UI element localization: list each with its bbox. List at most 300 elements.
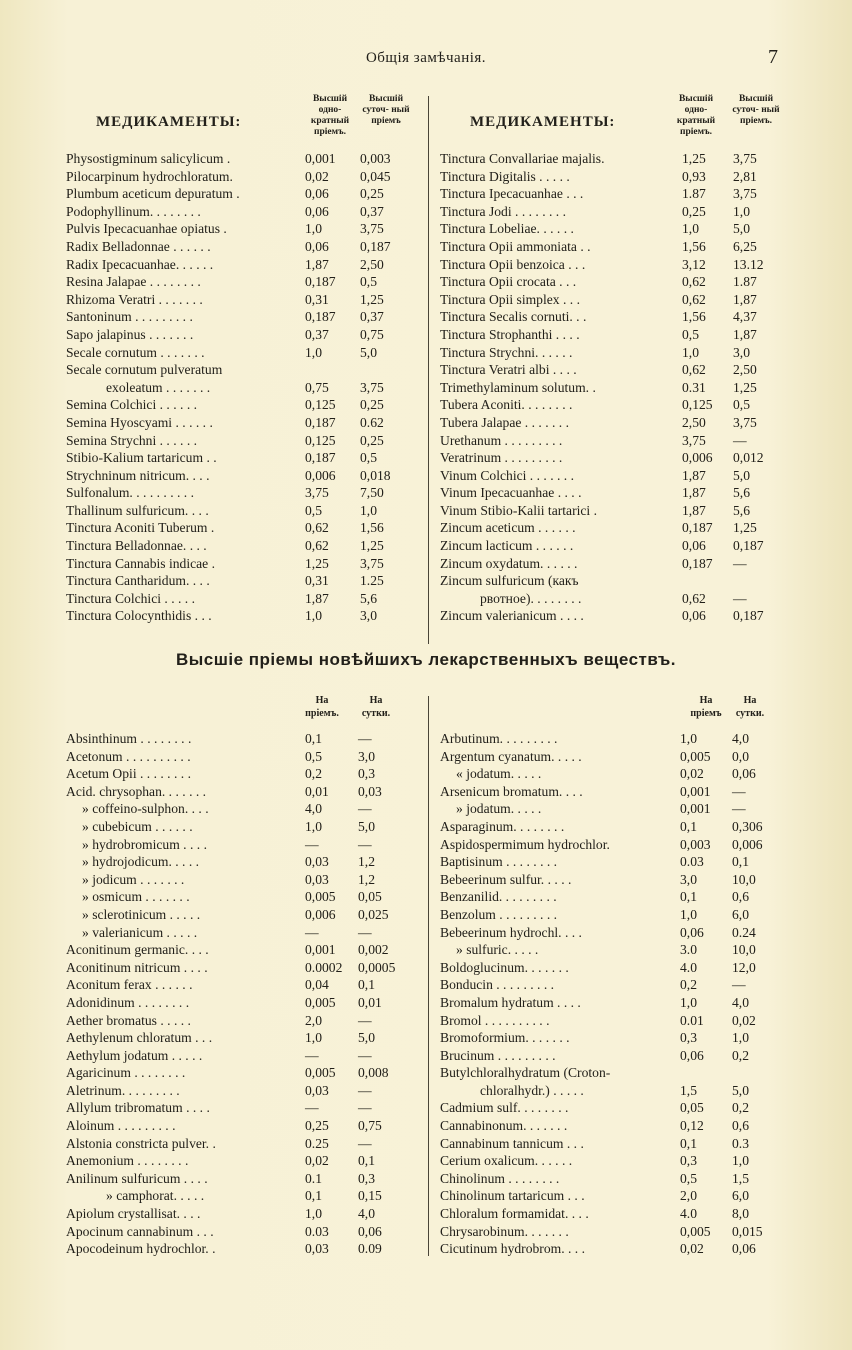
single-dose-value: 1,56 (682, 309, 706, 325)
drug-name: Aspidospermimum hydrochlor. (440, 836, 610, 852)
table-row (440, 941, 790, 959)
drug-name: » sclerotinicum . . . . . (82, 906, 201, 922)
drug-name: Zincum aceticum . . . . . . (440, 520, 576, 536)
daily-dose-value: 10,0 (732, 942, 756, 958)
daily-dose-value: 3,75 (733, 186, 757, 202)
drug-name: Radix Belladonnae . . . . . . (66, 238, 211, 254)
table-row (440, 765, 790, 783)
table-row (66, 765, 422, 783)
table-row (440, 308, 790, 326)
daily-dose-value: 0,1 (358, 977, 375, 993)
daily-dose-value: — (733, 590, 747, 606)
table-row (440, 818, 790, 836)
table-row (66, 1240, 422, 1258)
drug-name: Tinctura Belladonnae. . . . (66, 538, 207, 554)
single-dose-value: 0,005 (305, 889, 336, 905)
drug-name: Agaricinum . . . . . . . . (66, 1065, 186, 1081)
daily-dose-value: 0.62 (360, 414, 384, 430)
drug-name: Semina Strychni . . . . . . (66, 432, 198, 448)
single-dose-value: 0,62 (682, 590, 706, 606)
table-row (66, 730, 422, 748)
drug-name: Aletrinum. . . . . . . . . (66, 1082, 180, 1098)
table-header (440, 94, 790, 150)
drug-name: Tinctura Colchici . . . . . (66, 590, 196, 606)
table-label: МЕДИКАМЕНТЫ: (470, 114, 616, 130)
daily-dose-value: 1,0 (360, 502, 377, 518)
daily-dose-value: 0,018 (360, 467, 391, 483)
single-dose-value: 0,125 (305, 432, 336, 448)
single-dose-value: 0,001 (680, 801, 711, 817)
single-dose-value: 0,005 (305, 994, 336, 1010)
table-row (440, 1029, 790, 1047)
single-dose-value: 1,87 (682, 485, 706, 501)
daily-dose-value: 0,003 (360, 151, 391, 166)
drug-name: Aconitinum nitricum . . . . (66, 959, 208, 975)
single-dose-value: 0.0002 (305, 959, 343, 975)
table-row (66, 308, 422, 326)
single-dose-value: 1,0 (680, 994, 697, 1010)
table-row (440, 220, 790, 238)
table-row (66, 1012, 422, 1030)
single-dose-value: 3,75 (682, 432, 706, 448)
single-dose-value: 0,03 (305, 854, 329, 870)
drug-name: Thallinum sulfuricum. . . . (66, 502, 209, 518)
drug-name: « jodatum. . . . . (456, 766, 542, 782)
bottom-right-table (440, 694, 790, 1258)
table-row (66, 396, 422, 414)
single-dose-value: 1,0 (305, 344, 322, 360)
single-dose-value: 0,187 (305, 309, 336, 325)
single-dose-value: 1,25 (305, 555, 329, 571)
table-row (440, 344, 790, 362)
daily-dose-value: — (358, 1135, 372, 1151)
single-dose-value: 0.1 (305, 1170, 322, 1186)
single-dose-value: 2,50 (682, 414, 706, 430)
single-dose-value: 3,12 (682, 256, 706, 272)
daily-dose-value: 3,0 (733, 344, 750, 360)
daily-dose-value: 2,81 (733, 168, 757, 184)
single-dose-value: — (305, 924, 319, 940)
single-dose-value: 0,5 (680, 1170, 697, 1186)
daily-dose-value: 1,87 (733, 326, 757, 342)
single-dose-value: 3,0 (680, 871, 697, 887)
drug-name: рвотное). . . . . . . . (480, 590, 582, 606)
daily-dose-value: 0,06 (732, 766, 756, 782)
table-row (440, 1240, 790, 1258)
single-dose-value: 0,1 (680, 818, 697, 834)
drug-name: » hydrojodicum. . . . . (82, 854, 200, 870)
single-dose-value: 1,0 (305, 818, 322, 834)
table-row (440, 1152, 790, 1170)
table-row (66, 273, 422, 291)
daily-dose-value: 0,3 (358, 766, 375, 782)
single-dose-value: 0,001 (305, 151, 336, 166)
single-dose-value: 0,31 (305, 573, 329, 589)
drug-name: Asparaginum. . . . . . . . (440, 818, 565, 834)
daily-dose-value: 0,1 (358, 1153, 375, 1169)
daily-dose-value: 0,5 (360, 274, 377, 290)
drug-name: Trimethylaminum solutum. . (440, 379, 596, 395)
table-row (66, 1099, 422, 1117)
single-dose-value: 1,0 (680, 906, 697, 922)
single-dose-value: — (305, 836, 319, 852)
drug-name: Sulfonalum. . . . . . . . . . (66, 485, 195, 501)
table-row (66, 1029, 422, 1047)
col2-header: Высшій суточ- ный пріемъ (362, 94, 410, 126)
daily-dose-value: 0,0 (732, 748, 749, 764)
table-row (440, 836, 790, 854)
single-dose-value: 0,1 (680, 1135, 697, 1151)
table-row (66, 607, 422, 625)
drug-name: Cerium oxalicum. . . . . . (440, 1153, 573, 1169)
col2-header: На сутки. (735, 695, 765, 719)
daily-dose-value: 1,0 (732, 1153, 749, 1169)
drug-name: Aethylenum chloratum . . . (66, 1030, 213, 1046)
daily-dose-value: 0,0005 (358, 959, 396, 975)
single-dose-value: 0,37 (305, 326, 329, 342)
drug-name: Tinctura Jodi . . . . . . . . (440, 203, 567, 219)
single-dose-value: 1,87 (682, 467, 706, 483)
table-row (66, 414, 422, 432)
drug-name: Tinctura Digitalis . . . . . (440, 168, 570, 184)
drug-name: Alstonia constricta pulver. . (66, 1135, 216, 1151)
single-dose-value: 0,02 (680, 1241, 704, 1257)
table-row (66, 484, 422, 502)
daily-dose-value: 0,75 (358, 1118, 382, 1134)
daily-dose-value: 0,25 (360, 397, 384, 413)
drug-name: » coffeino-sulphon. . . . (82, 801, 209, 817)
drug-name: Vinum Colchici . . . . . . . (440, 467, 574, 483)
drug-name: » cubebicum . . . . . . (82, 818, 193, 834)
single-dose-value: 0,003 (680, 836, 711, 852)
drug-name: Zincum sulfuricum (какъ (440, 573, 579, 589)
table-row (66, 203, 422, 221)
drug-name: Anemonium . . . . . . . . (66, 1153, 189, 1169)
daily-dose-value: 0,306 (732, 818, 763, 834)
daily-dose-value: 3,75 (360, 555, 384, 571)
daily-dose-value: — (732, 977, 746, 993)
table-row (440, 150, 790, 168)
table-row (440, 1135, 790, 1153)
single-dose-value: 0,5 (305, 502, 322, 518)
drug-name: Bromalum hydratum . . . . (440, 994, 581, 1010)
drug-name: Chinolinum . . . . . . . . (440, 1170, 560, 1186)
col1-header: На пріемъ (690, 695, 722, 719)
drug-name: Bromoformium. . . . . . . (440, 1030, 570, 1046)
table-row (440, 291, 790, 309)
table-row (66, 906, 422, 924)
table-row (66, 1082, 422, 1100)
table-row (66, 432, 422, 450)
drug-name: Podophyllinum. . . . . . . . (66, 203, 201, 219)
daily-dose-value: 0,25 (360, 432, 384, 448)
daily-dose-value: 0,02 (732, 1012, 756, 1028)
daily-dose-value: — (358, 731, 372, 746)
daily-dose-value: — (358, 1012, 372, 1028)
table-row (440, 1012, 790, 1030)
table-row (440, 1099, 790, 1117)
drug-name: Bromol . . . . . . . . . . (440, 1012, 550, 1028)
daily-dose-value: 3,75 (733, 151, 757, 166)
drug-name: Vinum Ipecacuanhae . . . . (440, 485, 582, 501)
single-dose-value: 0,005 (305, 1065, 336, 1081)
table-row (66, 976, 422, 994)
drug-name: Anilinum sulfuricum . . . . (66, 1170, 208, 1186)
daily-dose-value: 6,25 (733, 238, 757, 254)
single-dose-value: 1.87 (682, 186, 706, 202)
table-row (66, 959, 422, 977)
daily-dose-value: — (358, 924, 372, 940)
drug-name: Absinthinum . . . . . . . . (66, 731, 192, 746)
table-row (66, 572, 422, 590)
drug-name: Acetum Opii . . . . . . . . (66, 766, 191, 782)
table-row (66, 924, 422, 942)
daily-dose-value: 7,50 (360, 485, 384, 501)
table-row (440, 185, 790, 203)
drug-name: Pilocarpinum hydrochloratum. (66, 168, 233, 184)
single-dose-value: 0,01 (305, 783, 329, 799)
single-dose-value: 0,3 (680, 1030, 697, 1046)
table-row (66, 519, 422, 537)
running-title: Общія замѣчанія. (365, 50, 487, 66)
table-row (66, 361, 422, 379)
table-row (66, 449, 422, 467)
drug-name: » camphorat. . . . . (106, 1188, 205, 1204)
daily-dose-value: 4,0 (358, 1206, 375, 1222)
single-dose-value: — (305, 1100, 319, 1116)
table-row (440, 396, 790, 414)
single-dose-value: 0,06 (682, 608, 706, 624)
table-row (440, 326, 790, 344)
col2-header: Высшій суточ- ный пріемъ. (732, 94, 780, 126)
table-row (66, 871, 422, 889)
drug-name: Tinctura Opii simplex . . . (440, 291, 580, 307)
single-dose-value: 0,06 (680, 1047, 704, 1063)
drug-name: Secale cornutum pulveratum (66, 362, 223, 378)
single-dose-value: 0,62 (305, 538, 329, 554)
daily-dose-value: 5,0 (358, 1030, 375, 1046)
daily-dose-value: 5,0 (360, 344, 377, 360)
table-row (440, 449, 790, 467)
daily-dose-value: 3,0 (360, 608, 377, 624)
single-dose-value: 0,001 (680, 783, 711, 799)
drug-name: Tinctura Convallariae majalis. (440, 151, 605, 166)
drug-name: Tinctura Cantharidum. . . . (66, 573, 210, 589)
drug-name: Benzolum . . . . . . . . . (440, 906, 558, 922)
single-dose-value: 0,005 (680, 1223, 711, 1239)
drug-name: Tinctura Opii crocata . . . (440, 274, 577, 290)
drug-name: Benzanilid. . . . . . . . . (440, 889, 557, 905)
table-row (440, 748, 790, 766)
drug-name: Physostigminum salicylicum . (66, 151, 231, 166)
daily-dose-value: 1.87 (733, 274, 757, 290)
table-row (440, 1223, 790, 1241)
drug-name: Baptisinum . . . . . . . . (440, 854, 558, 870)
drug-name: Chinolinum tartaricum . . . (440, 1188, 585, 1204)
single-dose-value: 0,25 (682, 203, 706, 219)
single-dose-value: 0,93 (682, 168, 706, 184)
daily-dose-value: 0,6 (732, 1118, 749, 1134)
single-dose-value: 0,125 (305, 397, 336, 413)
daily-dose-value: 0,37 (360, 309, 384, 325)
single-dose-value: 0,03 (305, 1241, 329, 1257)
drug-name: Tinctura Colocynthidis . . . (66, 608, 212, 624)
table-row (66, 537, 422, 555)
single-dose-value: 1,0 (682, 344, 699, 360)
daily-dose-value: 0,025 (358, 906, 389, 922)
single-dose-value: 0,001 (305, 942, 336, 958)
drug-name: Tinctura Lobeliae. . . . . . (440, 221, 574, 237)
drug-name: Secale cornutum . . . . . . . (66, 344, 205, 360)
table-row (66, 836, 422, 854)
table-row (66, 379, 422, 397)
table-row (66, 1170, 422, 1188)
table-row (440, 800, 790, 818)
daily-dose-value: 4,0 (732, 994, 749, 1010)
single-dose-value: 1,5 (680, 1082, 697, 1098)
table-row (66, 941, 422, 959)
single-dose-value: 0,62 (305, 520, 329, 536)
daily-dose-value: 1,25 (733, 379, 757, 395)
single-dose-value: 0,62 (682, 291, 706, 307)
column-divider-top (428, 96, 429, 644)
drug-name: Veratrinum . . . . . . . . . (440, 450, 563, 466)
daily-dose-value: 3,75 (360, 221, 384, 237)
single-dose-value: 0,06 (305, 238, 329, 254)
daily-dose-value: 0,06 (358, 1223, 382, 1239)
daily-dose-value: 4,37 (733, 309, 757, 325)
daily-dose-value: 0,06 (732, 1241, 756, 1257)
daily-dose-value: 3,75 (360, 379, 384, 395)
drug-name: Brucinum . . . . . . . . . (440, 1047, 556, 1063)
col2-header: На сутки. (361, 695, 391, 719)
single-dose-value: 0,03 (305, 871, 329, 887)
drug-name: Semina Colchici . . . . . . (66, 397, 198, 413)
drug-name: Cicutinum hydrobrom. . . . (440, 1241, 585, 1257)
table-row (440, 1047, 790, 1065)
daily-dose-value: 10,0 (732, 871, 756, 887)
daily-dose-value: 0,01 (358, 994, 382, 1010)
daily-dose-value: 1,0 (732, 1030, 749, 1046)
table-row (66, 1205, 422, 1223)
table-header (66, 694, 422, 730)
drug-name: chloralhydr.) . . . . . (480, 1082, 584, 1098)
drug-name: Semina Hyoscyami . . . . . . (66, 414, 213, 430)
drug-name: Tinctura Ipecacuanhae . . . (440, 186, 584, 202)
single-dose-value: 2,0 (680, 1188, 697, 1204)
table-row (66, 590, 422, 608)
drug-name: Zincum oxydatum. . . . . . (440, 555, 578, 571)
single-dose-value: 0,62 (682, 362, 706, 378)
daily-dose-value: 5,6 (733, 485, 750, 501)
daily-dose-value: 0,015 (732, 1223, 763, 1239)
daily-dose-value: 5,6 (733, 502, 750, 518)
drug-name: Acid. chrysophan. . . . . . . (66, 783, 207, 799)
daily-dose-value: 2,50 (360, 256, 384, 272)
table-row (66, 818, 422, 836)
single-dose-value: 0,06 (305, 186, 329, 202)
single-dose-value: 1,0 (305, 1206, 322, 1222)
drug-name: Apocodeinum hydrochlor. . (66, 1241, 216, 1257)
bottom-left-table (66, 694, 422, 1258)
daily-dose-value: 5,0 (732, 1082, 749, 1098)
col1-header: На пріемъ. (305, 695, 339, 719)
daily-dose-value: 1,56 (360, 520, 384, 536)
table-row (440, 590, 790, 608)
daily-dose-value: 0,187 (360, 238, 391, 254)
single-dose-value: 0,02 (305, 168, 329, 184)
table-header (440, 694, 790, 730)
table-header (66, 94, 422, 150)
table-row (440, 256, 790, 274)
daily-dose-value: 0,006 (732, 836, 763, 852)
daily-dose-value: 1,25 (733, 520, 757, 536)
daily-dose-value: — (358, 1082, 372, 1098)
drug-name: Vinum Stibio-Kalii tartarici . (440, 502, 597, 518)
daily-dose-value: — (733, 432, 747, 448)
single-dose-value: 0,187 (305, 414, 336, 430)
table-row (66, 888, 422, 906)
table-row (440, 484, 790, 502)
drug-name: Argentum cyanatum. . . . . (440, 748, 582, 764)
single-dose-value: 1,56 (682, 238, 706, 254)
top-left-table (66, 94, 422, 625)
table-row (66, 238, 422, 256)
daily-dose-value: 5,6 (360, 590, 377, 606)
single-dose-value: 0,1 (305, 1188, 322, 1204)
table-row (66, 800, 422, 818)
table-row (66, 291, 422, 309)
single-dose-value: 1,87 (305, 590, 329, 606)
single-dose-value: 0,1 (680, 889, 697, 905)
drug-name: Plumbum aceticum depuratum . (66, 186, 240, 202)
drug-name: Tinctura Strychni. . . . . . (440, 344, 573, 360)
table-row (440, 414, 790, 432)
table-row (440, 467, 790, 485)
single-dose-value: 0,02 (680, 766, 704, 782)
single-dose-value: 2,0 (305, 1012, 322, 1028)
daily-dose-value: 0,75 (360, 326, 384, 342)
daily-dose-value: — (358, 836, 372, 852)
page-number: 7 (768, 46, 778, 68)
drug-name: Adonidinum . . . . . . . . (66, 994, 190, 1010)
daily-dose-value: 0,187 (733, 538, 764, 554)
drug-name: Tinctura Veratri albi . . . . (440, 362, 577, 378)
daily-dose-value: — (358, 1100, 372, 1116)
drug-name: Sapo jalapinus . . . . . . . (66, 326, 194, 342)
single-dose-value: 0.03 (680, 854, 704, 870)
table-row (66, 853, 422, 871)
daily-dose-value: 3,75 (733, 414, 757, 430)
drug-name: Boldoglucinum. . . . . . . (440, 959, 569, 975)
table-row (66, 168, 422, 186)
table-row (66, 220, 422, 238)
table-row (66, 502, 422, 520)
drug-name: Aloinum . . . . . . . . . (66, 1118, 176, 1134)
table-row (440, 1205, 790, 1223)
drug-name: » jodicum . . . . . . . (82, 871, 185, 887)
table-row (66, 994, 422, 1012)
table-row (66, 1117, 422, 1135)
single-dose-value: 0,006 (305, 467, 336, 483)
single-dose-value: 0,03 (305, 1082, 329, 1098)
drug-name: Aconitinum germanic. . . . (66, 942, 209, 958)
daily-dose-value: 1.25 (360, 573, 384, 589)
daily-dose-value: 1,25 (360, 538, 384, 554)
daily-dose-value: — (358, 801, 372, 817)
drug-name: Allylum tribromatum . . . . (66, 1100, 210, 1116)
daily-dose-value: 0,012 (733, 450, 764, 466)
